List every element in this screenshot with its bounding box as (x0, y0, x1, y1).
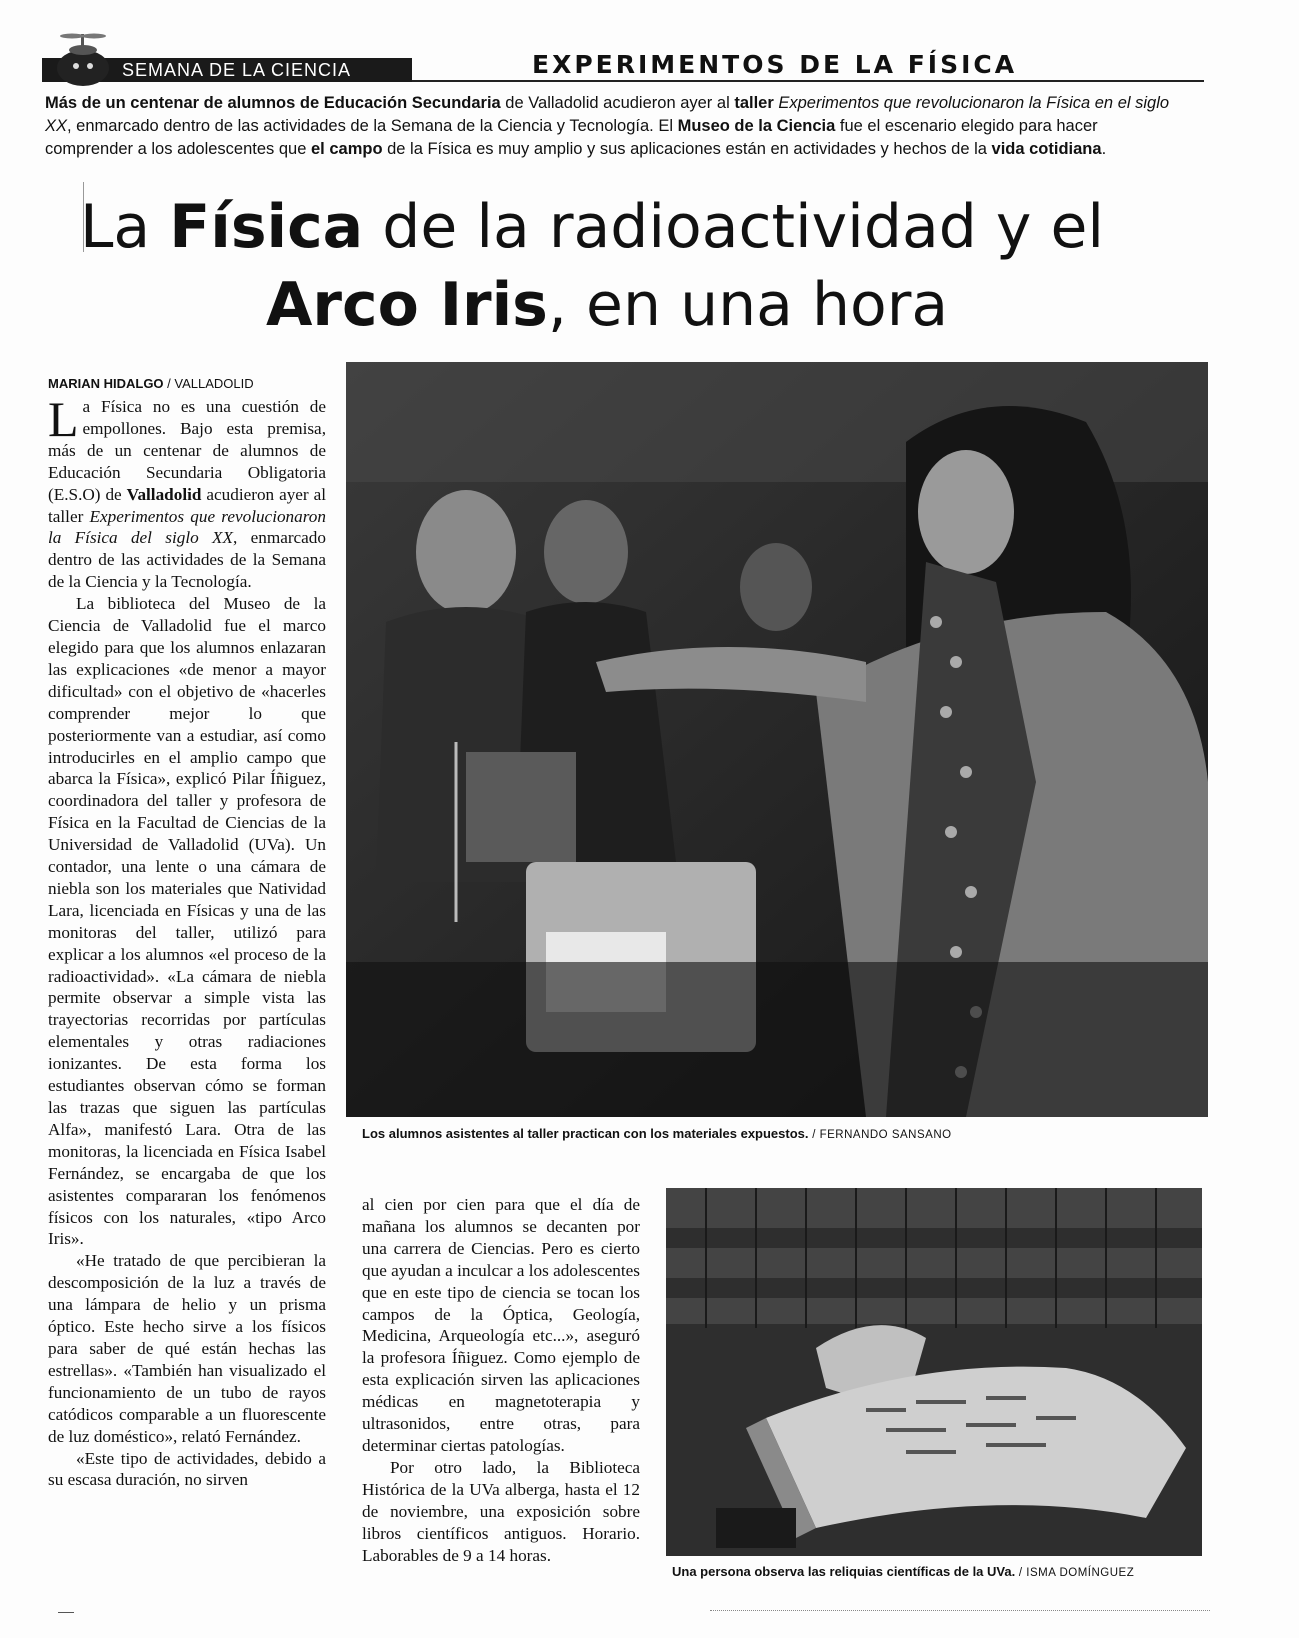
body-text: acudieron ayer al taller (48, 484, 326, 526)
byline (48, 376, 254, 391)
mascot-logo-icon (50, 28, 116, 88)
body-text: a Física no es una cuestión de empollones. Bajo esta premisa, más de un centenar de alumnos de Educación Secundaria Obligatoria (E.S.O) de (48, 397, 326, 504)
lead-italic: Experimentos que revolucionaron la Física en el siglo (773, 94, 1170, 112)
lead-text: , enmarcado dentro de las actividades de la Semana de la Ciencia y Tecnología. El (67, 117, 678, 135)
lead-text: de Valladolid acudieron ayer al (500, 94, 735, 112)
lead-text: . (1101, 140, 1107, 158)
page-rubric: EXPERIMENTOS DE LA FÍSICA (532, 50, 1018, 79)
photo-credit: / ISMA DOMÍNGUEZ (1015, 1567, 1135, 1579)
headline-text: La (80, 192, 170, 262)
body-paragraph (48, 391, 326, 593)
byline-sep: / (163, 376, 175, 391)
lead-bold: taller (734, 94, 774, 112)
byline-author: MARIAN HIDALGO (48, 376, 164, 391)
bottom-mark (58, 1612, 74, 1613)
photo-book-image (666, 1188, 1202, 1556)
lead-bold: Museo de la Ciencia (677, 117, 836, 135)
photo-ancient-book (666, 1188, 1202, 1556)
byline-place: VALLADOLID (174, 376, 254, 391)
bottom-dotted-rule (710, 1610, 1210, 1612)
photo-students-image (346, 362, 1208, 1117)
article-column-2 (362, 1194, 640, 1566)
body-text: , enmarcado dentro de las actividades de la Semana de la Ciencia y la Tecnología. (48, 528, 326, 592)
photo-credit: / FERNANDO SANSANO (808, 1129, 952, 1141)
lead-text: de la Física es muy amplio y sus aplicaciones están en actividades y hechos de la (382, 140, 992, 158)
headline-text: de la radioactividad y el (363, 192, 1105, 262)
caption-text: Los alumnos asistentes al taller practican con los materiales expuestos. (362, 1126, 809, 1141)
drop-cap: L (48, 391, 79, 447)
lead-text: fue el escenario elegido para hacer (835, 117, 1098, 135)
lead-paragraph (45, 92, 1205, 161)
body-paragraph: «Este tipo de actividades, debido a su escasa duración, no sirven (48, 1448, 326, 1490)
article-column-1 (48, 391, 326, 1491)
lead-bold: Más de un centenar de alumnos de Educación Secundaria (45, 94, 501, 112)
headline-line-1 (80, 188, 1230, 266)
photo-caption-1 (362, 1126, 952, 1141)
headline (80, 188, 1230, 344)
caption-text: Una persona observa las reliquias científicas de la UVa. (672, 1564, 1016, 1579)
headline-bold: Arco Iris (266, 270, 548, 340)
lead-bold: el campo (311, 140, 383, 158)
body-paragraph: «He tratado de que percibieran la descomposición de la luz a través de una lámpara de helio y un prisma óptico. Este hecho sirve a los físicos para saber de qué están hechas las estrellas». «También han visualizado el funcionamiento de un tubo de rayos catódicos comparable a un fluorescente de luz doméstico», relató Fernández. (48, 1251, 326, 1446)
lead-bold: vida cotidiana (991, 140, 1102, 158)
body-italic: Experimentos que revolucionaron la Física del siglo XX (48, 506, 326, 548)
body-paragraph: La biblioteca del Museo de la Ciencia de Valladolid fue el marco elegido para que los alumnos enlazaran las explicaciones «de menor a mayor dificultad» con el objetivo de «hacerles comprender mejor lo que posteriormente van a estudiar, así como introducirles en el amplio campo que abarca la Física», explicó Pilar Íñiguez, coordinadora del taller y profesora de Física en la Facultad de Ciencias de la Universidad de Valladolid (UVa). Un contador, una lente o una cámara de niebla son los materiales que Natividad Lara, licenciada en Físicas y una de las monitoras del taller, utilizó para explicar a los alumnos «el proceso de la radioactividad». «La cámara de niebla permite observar a simple vista las trayectorias recorridas por partículas elementales y otras radiaciones ionizantes. De esta forma los estudiantes observan cómo se forman las trazas que siguen las partículas Alfa», manifestó Lara. Otra de las monitoras, la licenciada en Física Isabel Fernández, se encargaba de que los asistentes compararan los fenómenos físicos con los naturales, «tipo Arco Iris». (48, 594, 326, 1249)
header-rule (412, 80, 1204, 82)
headline-line-2 (80, 266, 1230, 344)
headline-bold: Física (169, 192, 364, 262)
headline-text: , en una hora (547, 270, 949, 340)
body-bold: Valladolid (126, 484, 202, 504)
photo-caption-2 (672, 1564, 1134, 1579)
lead-text: comprender a los adolescentes que (45, 140, 311, 158)
lead-italic: XX (45, 117, 68, 135)
section-label: SEMANA DE LA CIENCIA (122, 60, 352, 80)
photo-students-workshop (346, 362, 1208, 1117)
body-paragraph: Por otro lado, la Biblioteca Histórica de la UVa alberga, hasta el 12 de noviembre, una exposición sobre libros científicos antiguos. Horario. Laborables de 9 a 14 horas. (362, 1457, 640, 1565)
body-paragraph: al cien por cien para que el día de mañana los alumnos se decanten por una carrera de Ciencias. Pero es cierto que ayudan a inculcar a los adolescentes que en este tipo de ciencia se tocan los campos de la Óptica, Geología, Medicina, Arqueología etc...», aseguró la profesora Íñiguez. Como ejemplo de esta explicación sirven las aplicaciones médicas en magnetoterapia y ultrasonidos, entre otras, para determinar ciertas patologías. (362, 1195, 640, 1455)
